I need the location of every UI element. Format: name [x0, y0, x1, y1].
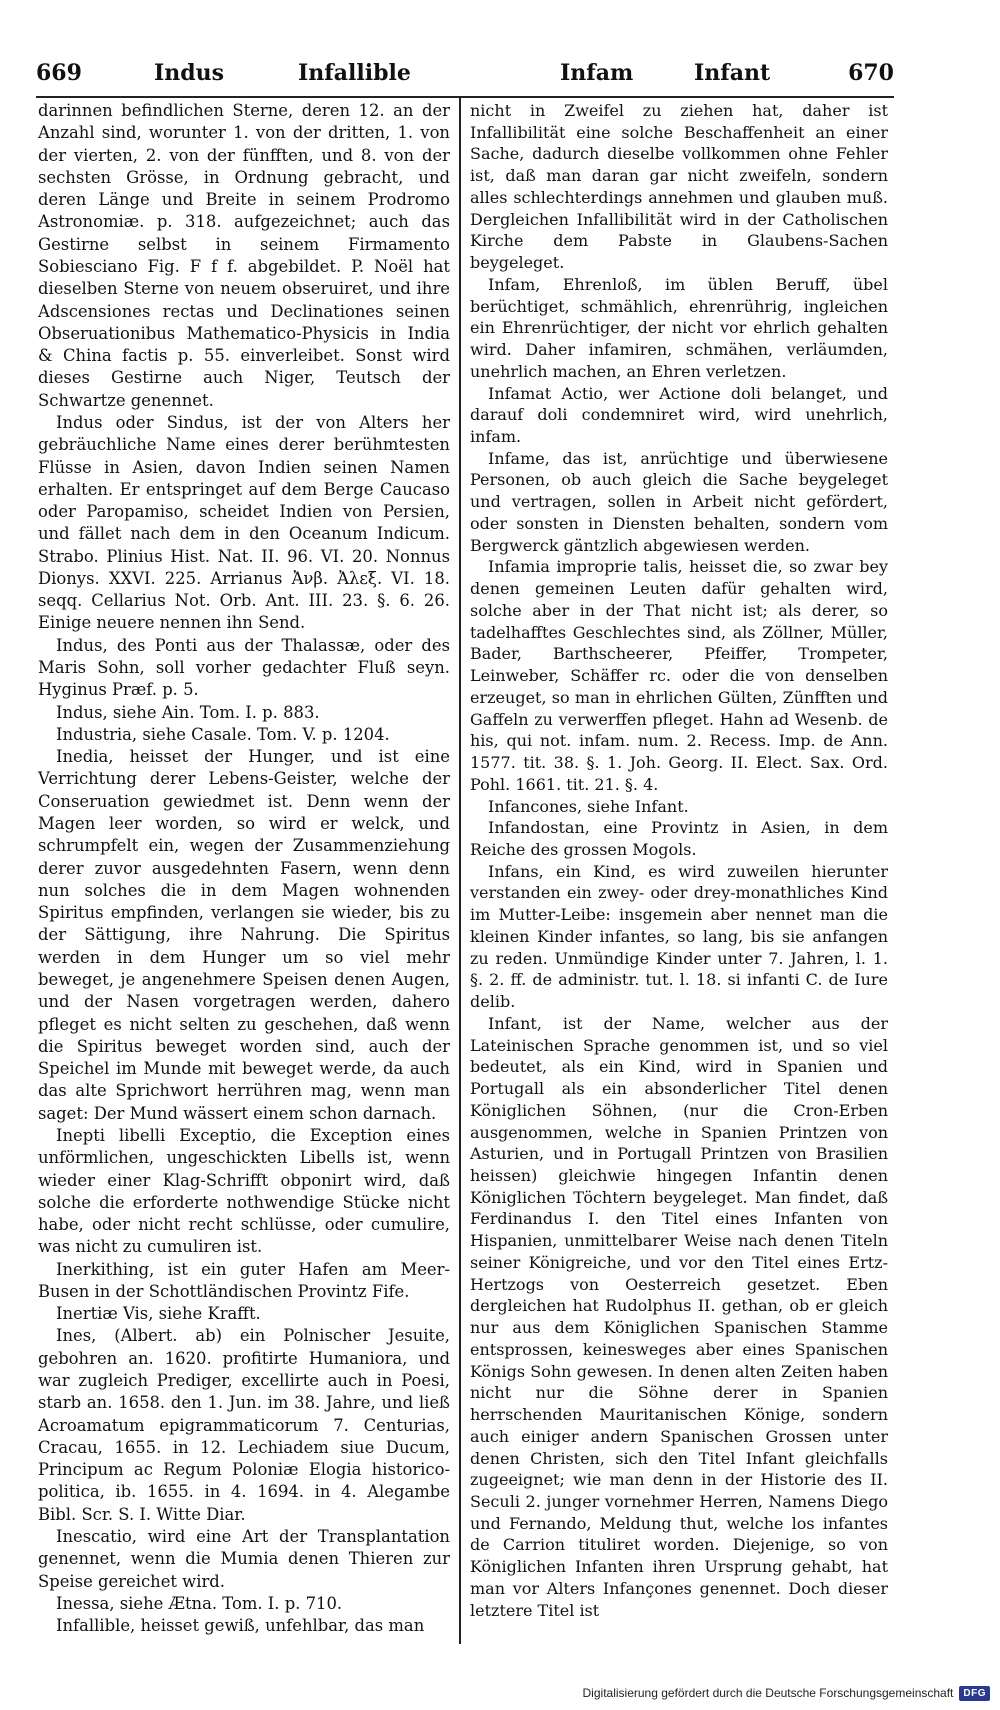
page-header — [36, 60, 894, 90]
dictionary-entry: Infant, ist der Name, welcher aus der Lateinischen Sprache genommen ist, und so viel bedeutet, als ein Kind, wird in Spanien und Portugall als ein absonderlicher Titel denen Königlichen Söhnen, (nur die Cron-Erben ausgenommen, welche in Spanien Printzen von Asturien, und in Portugall Printzen von Brasilien heissen) gleichwie hingegen Infantin denen Königlichen Töchtern beygeleget. Man findet, daß Ferdinandus I. den Titel eines Infanten von Hispanien, unmittelbarer Weise nach denen Titeln seiner Königreiche, und vor den Titel eines Ertz-Hertzogs von Oesterreich gesetzet. Eben dergleichen hat Rudolphus II. gethan, ob er gleich nur aus dem Königlichen Spanischen Stamme entsprossen, keinesweges aber eines Spanischen Königs Sohn gewesen. In denen alten Zeiten haben nicht nur die Söhne derer in Spanien herrschenden Mauritanischen Könige, sondern auch einiger andern Spanischen Grossen unter denen Christen, sich den Titel Infant gleichfalls zugeeignet; wie man denn in der Historie des II. Seculi 2. junger vornehmer Herren, Namens Diego und Fernando, Meldung thut, welche los infantes de Carrion tituliret worden. Diejenige, so von Königlichen Infanten ihren Ursprung gehabt, hat man vor Alters Infançones genennet. Doch dieser letztere Titel ist — [470, 1013, 888, 1620]
dictionary-entry: Inedia, heisset der Hunger, und ist eine Verrichtung derer Lebens-Geister, welche der Conseruation gewiedmet ist. Denn wenn der Magen leer worden, so wird er welck, und schrumpfelt ein, wegen der Zusammenziehung derer zuvor ausgedehnten Fasern, wenn denn nun solches die in dem Magen wohnenden Spiritus empfinden, verlangen sie wieder, bis zu der Sättigung, ihre Nahrung. Die Spiritus werden in dem Hunger um so viel mehr beweget, je angenehmere Speisen denen Augen, und der Nasen vorgetragen werden, dahero pfleget es nicht selten zu geschehen, daß wenn die Spiritus beweget worden sind, auch der Speichel im Munde mit beweget werde, da auch das alte Sprichwort herrühren mag, wenn man saget: Der Mund wässert einem schon darnach. — [38, 747, 450, 1123]
left-page-number: 669 — [36, 60, 82, 86]
dictionary-entry: Inessa, siehe Ætna. Tom. I. p. 710. — [56, 1593, 343, 1613]
dictionary-entry: Infancones, siehe Infant. — [488, 796, 689, 816]
header-rule — [36, 96, 894, 98]
column-divider — [459, 98, 461, 1644]
dictionary-entry: Inescatio, wird eine Art der Transplantation genennet, wenn die Mumia denen Thieren zur Speise gereichet wird. — [38, 1527, 450, 1591]
left-catchword-2: Infallible — [298, 60, 411, 86]
left-column — [38, 100, 450, 1637]
dictionary-entry: nicht in Zweifel zu ziehen hat, daher ist Infallibilität eine solche Beschaffenheit an einer Sache, dadurch dieselbe vollkommen ohne Fehler ist, daß man daran gar nicht zweifeln, sondern alles schlechterdings annehmen und glauben muß. Dergleichen Infallibilität wird in der Catholischen Kirche dem Pabste in Glaubens-Sachen beygeleget. — [470, 101, 888, 273]
dictionary-entry: Inerkithing, ist ein guter Hafen am Meer-Busen in der Schottländischen Provintz Fife. — [38, 1259, 450, 1301]
dictionary-entry: Ines, (Albert. ab) ein Polnischer Jesuite, gebohren an. 1620. profitirte Humaniora, und war zugleich Prediger, excellirte auch in Poesi, starb an. 1658. den 1. Jun. im 38. Jahre, und ließ Acroamatum epigrammaticorum 7. Centurias, Cracau, 1655. in 12. Lechiadem siue Ducum, Principum ac Regum Poloniæ Elogia historico-politica, ib. 1655. in 4. 1694. in 4. Alegambe Bibl. Scr. S. I. Witte Diar. — [38, 1326, 450, 1524]
right-column — [470, 100, 888, 1621]
footer-credit: Digitalisierung gefördert durch die Deutsche Forschungsgemeinschaft — [582, 1686, 954, 1700]
dictionary-entry: darinnen befindlichen Sterne, deren 12. an der Anzahl sind, worunter 1. von der dritten, 1. von der vierten, 2. von der fünfften, und 8. von der sechsten Grösse, in Ordnung gebracht, und deren Länge und Breite in seinem Prodromo Astronomiæ. p. 318. aufgezeichnet; auch das Gestirne selbst in seinem Firmamento Sobiesciano Fig. F f f. abgebildet. P. Noël hat dieselben Sterne von neuem obseruiret, und ihre Adscensiones rectas und Declinationes seinen Obseruationibus Mathematico-Physicis in India & China factis p. 55. einverleibet. Sonst wird dieses Gestirne auch Niger, Teutsch der Schwartze genennet. — [38, 101, 450, 410]
dictionary-entry: Infamia improprie talis, heisset die, so zwar bey denen gemeinen Leuten dafür gehalten wird, solche aber in der That nicht ist; als derer, so tadelhafftes Geschlechtes sind, als Zöllner, Müller, Bader, Barthscheerer, Pfeiffer, Trompeter, Leinweber, Schäffer rc. oder die von denselben erzeuget, so man in ehrlichen Gülten, Zünfften und Gaffeln zu verwerffen pfleget. Hahn ad Wesenb. de his, qui not. infam. num. 2. Recess. Imp. de Ann. 1577. tit. 38. §. 1. Joh. Georg. II. Elect. Sax. Ord. Pohl. 1661. tit. 21. §. 4. — [470, 557, 888, 794]
dictionary-entry: Indus oder Sindus, ist der von Alters her gebräuchliche Name eines derer berühmtesten Flüsse in Asien, davon Indien seinen Namen erhalten. Er entspringet auf dem Berge Caucaso oder Paropamiso, scheidet Indien von Persien, und fället nach dem in den Oceanum Indicum. Strabo. Plinius Hist. Nat. II. 96. VI. 20. Nonnus Dionys. XXVI. 225. Arrianus Ἀνβ. Ἀλεξ. VI. 18. seqq. Cellarius Not. Orb. Ant. III. 23. §. 6. 26. Einige neuere nennen ihn Send. — [38, 412, 450, 633]
dictionary-entry: Infans, ein Kind, es wird zuweilen hierunter verstanden ein zwey- oder drey-monathliches Kind im Mutter-Leibe: insgemein aber nennet man die kleinen Kinder infantes, so lang, bis sie anfangen zu reden. Unmündige Kinder unter 7. Jahren, l. 1. §. 2. ff. de administr. tut. l. 18. si infanti C. de Iure delib. — [470, 861, 888, 1012]
dictionary-entry: Infallible, heisset gewiß, unfehlbar, das man — [56, 1616, 425, 1636]
dictionary-entry: Infam, Ehrenloß, im üblen Beruff, übel berüchtiget, schmählich, ehrenrührig, ingleichen ein Ehrenrüchtiger, der nicht vor ehrlich gehalten wird. Daher infamiren, schmähen, verläumden, unehrlich machen, an Ehren verletzen. — [470, 274, 888, 381]
dictionary-entry: Infamat Actio, wer Actione doli belanget, und darauf doli condemniret wird, wird unehrlich, infam. — [470, 383, 888, 447]
dictionary-entry: Indus, des Ponti aus der Thalassæ, oder des Maris Sohn, soll vorher gedachter Fluß seyn. Hyginus Præf. p. 5. — [38, 635, 450, 700]
dictionary-entry: Inertiæ Vis, siehe Krafft. — [56, 1304, 261, 1324]
dictionary-entry: Infame, das ist, anrüchtige und überwiesene Personen, ob auch gleich die Sache beygeleget und vertragen, sollen in Arbeit nicht gefördert, oder sonsten in Diensten behalten, sondern vom Bergwerck gäntzlich abgewiesen werden. — [470, 448, 888, 555]
dictionary-entry: Indus, siehe Ain. Tom. I. p. 883. — [56, 702, 320, 722]
left-catchword-1: Indus — [154, 60, 225, 86]
dictionary-entry: Industria, siehe Casale. Tom. V. p. 1204. — [56, 724, 390, 744]
dictionary-entry: Infandostan, eine Provintz in Asien, in dem Reiche des grossen Mogols. — [470, 818, 888, 859]
right-catchword-1: Infam — [560, 60, 634, 86]
page-footer — [583, 1682, 990, 1704]
dictionary-entry: Inepti libelli Exceptio, die Exception eines unförmlichen, ungeschickten Libells ist, wenn wieder einer Klag-Schrifft obponirt wird, daß solche die erforderte nothwendige Stücke nicht habe, oder nicht recht schlüsse, oder cumulire, was nicht zu cumuliren ist. — [38, 1125, 450, 1257]
right-page-number: 670 — [848, 60, 894, 86]
right-catchword-2: Infant — [694, 60, 771, 86]
dfg-logo-icon: DFG — [959, 1686, 990, 1701]
